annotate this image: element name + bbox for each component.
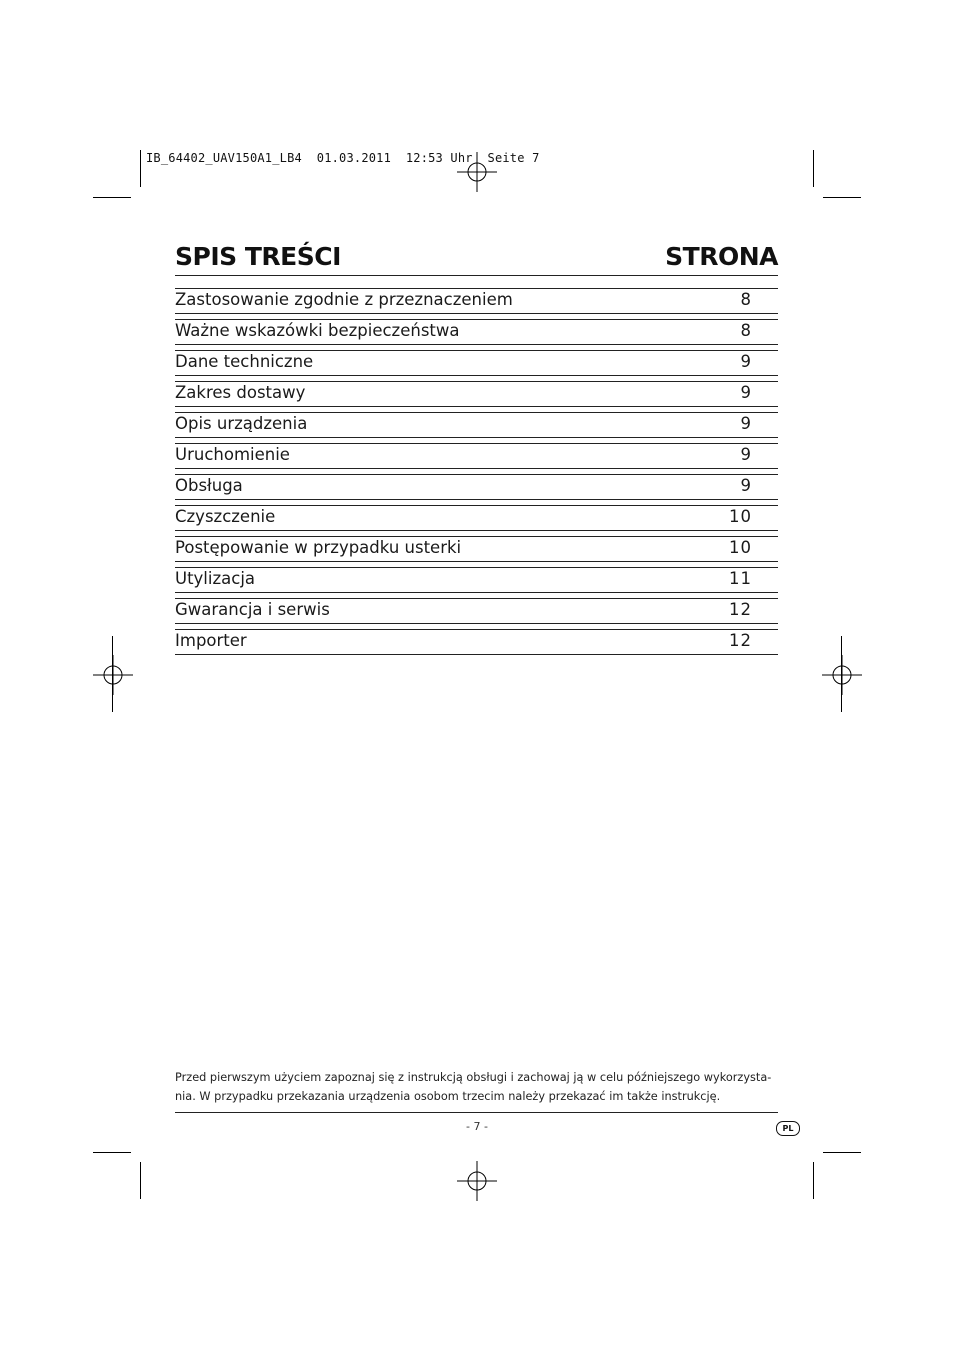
toc-entry[interactable]	[175, 474, 778, 500]
toc-entry[interactable]	[175, 443, 778, 469]
registration-mark-icon	[457, 152, 497, 192]
toc-entry-title: Importer	[175, 631, 247, 650]
toc-entry[interactable]	[175, 536, 778, 562]
toc-entry-page: 9	[740, 476, 751, 495]
table-of-contents	[175, 240, 778, 660]
toc-entry-page: 10	[729, 538, 752, 557]
crop-mark	[93, 1152, 131, 1153]
toc-entry-title: Ważne wskazówki bezpieczeństwa	[175, 321, 460, 340]
crop-mark	[841, 636, 842, 712]
toc-page-column-label: STRONA	[665, 242, 778, 271]
toc-entry[interactable]	[175, 412, 778, 438]
toc-entry-title: Czyszczenie	[175, 507, 276, 526]
crop-mark	[93, 197, 131, 198]
toc-entry-title: Uruchomienie	[175, 445, 290, 464]
toc-entry[interactable]	[175, 381, 778, 407]
toc-entry-page: 9	[740, 445, 751, 464]
toc-entry-title: Utylizacja	[175, 569, 256, 588]
toc-entry-title: Zastosowanie zgodnie z przeznaczeniem	[175, 290, 513, 309]
registration-mark-icon	[822, 655, 862, 695]
crop-mark	[813, 150, 814, 187]
toc-entry-page: 9	[740, 352, 751, 371]
crop-mark	[823, 197, 861, 198]
language-badge: PL	[776, 1121, 800, 1136]
toc-header	[175, 240, 778, 276]
toc-entry-title: Obsługa	[175, 476, 243, 495]
toc-entry-title: Zakres dostawy	[175, 383, 306, 402]
toc-entry-title: Gwarancja i serwis	[175, 600, 330, 619]
toc-entry-page: 9	[740, 414, 751, 433]
toc-entry-page: 10	[729, 507, 752, 526]
toc-title: SPIS TREŚCI	[175, 242, 341, 271]
footer-note	[175, 1068, 778, 1106]
crop-mark	[813, 1162, 814, 1199]
toc-list	[175, 288, 778, 655]
toc-entry-title: Dane techniczne	[175, 352, 314, 371]
crop-mark	[112, 636, 113, 712]
toc-entry-page: 12	[729, 631, 752, 650]
crop-mark	[140, 150, 141, 187]
page-number: - 7 -	[466, 1120, 488, 1133]
toc-entry[interactable]	[175, 319, 778, 345]
crop-mark	[140, 1162, 141, 1199]
toc-entry-page: 9	[740, 383, 751, 402]
registration-mark-icon	[457, 1161, 497, 1201]
toc-entry-page: 11	[729, 569, 752, 588]
toc-entry[interactable]	[175, 629, 778, 655]
toc-entry[interactable]	[175, 567, 778, 593]
footer-note-line: Przed pierwszym użyciem zapoznaj się z instrukcją obsługi i zachowaj ją w celu późniejszego wykorzysta-	[175, 1071, 772, 1084]
toc-entry-page: 8	[740, 290, 751, 309]
registration-mark-icon	[93, 655, 133, 695]
toc-entry-page: 8	[740, 321, 751, 340]
crop-mark	[823, 1152, 861, 1153]
toc-entry[interactable]	[175, 598, 778, 624]
toc-entry[interactable]	[175, 288, 778, 314]
footer-divider	[175, 1112, 778, 1113]
toc-entry-title: Opis urządzenia	[175, 414, 308, 433]
toc-entry[interactable]	[175, 350, 778, 376]
toc-entry-page: 12	[729, 600, 752, 619]
toc-entry[interactable]	[175, 505, 778, 531]
toc-entry-title: Postępowanie w przypadku usterki	[175, 538, 462, 557]
print-slug: IB_64402_UAV150A1_LB4 01.03.2011 12:53 Uhr Seite 7	[146, 151, 540, 165]
footer-note-line: nia. W przypadku przekazania urządzenia osobom trzecim należy przekazać im także instrukcję.	[175, 1090, 721, 1103]
